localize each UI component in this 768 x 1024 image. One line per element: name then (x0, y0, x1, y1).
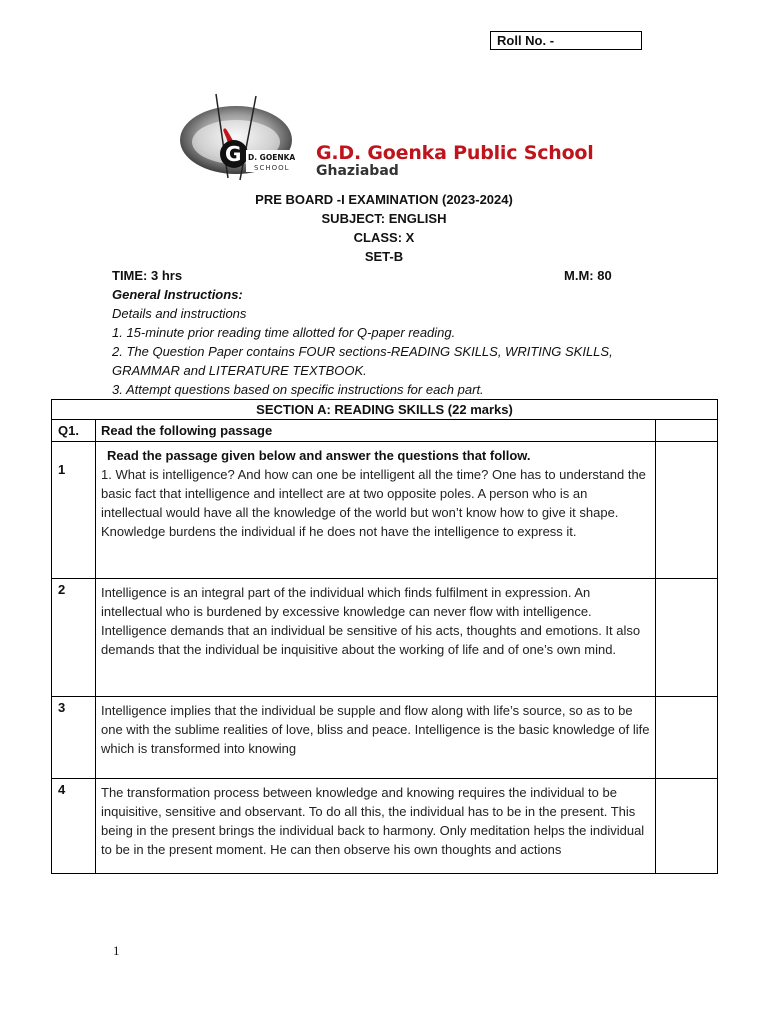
logo-text-2: SCHOOL (254, 164, 290, 172)
question-row (52, 420, 718, 442)
exam-class: CLASS: X (353, 230, 415, 245)
marks-cell (656, 442, 718, 579)
section-header-row (52, 400, 718, 420)
exam-set: SET-B (364, 249, 404, 264)
question-number: Q1. (52, 420, 96, 442)
marks-cell (656, 420, 718, 442)
instruction-line: 3. Attempt questions based on specific instructions for each part. (112, 382, 484, 397)
passage-paragraph: Intelligence implies that the individual be supple and flow along with life’s source, so as to be one with the sublime realities of love, bliss and peace. Intelligence is the basic knowledge of life which is transformed into knowing (96, 697, 656, 779)
roll-number-label: Roll No. - (497, 33, 555, 48)
passage-row (52, 779, 718, 874)
instruction-line: 2. The Question Paper contains FOUR sections-READING SKILLS, WRITING SKILLS, (112, 344, 613, 359)
passage-lead: Read the passage given below and answer the questions that follow. (107, 448, 531, 463)
paragraph-number: 1 (52, 442, 96, 579)
passage-row (52, 579, 718, 697)
logo-text-1: D. GOENKA (248, 153, 296, 162)
instructions-heading: General Instructions: (112, 287, 243, 302)
school-city: Ghaziabad (316, 163, 399, 179)
school-name: G.D. Goenka Public School (316, 142, 594, 164)
page-number: 1 (113, 943, 120, 958)
exam-title: PRE BOARD -I EXAMINATION (2023-2024) (255, 192, 513, 207)
passage-paragraph: The transformation process between knowledge and knowing requires the individual to be inquisitive, sensitive and observant. To do all this, the individual has to be in the present. This being in the present brings the individual back to harmony. Only meditation helps the individual to be in the present moment. He can then observe his own thoughts and actions (96, 779, 656, 874)
marks-cell (656, 579, 718, 697)
exam-time: TIME: 3 hrs (112, 268, 183, 283)
passage-paragraph: Intelligence is an integral part of the individual which finds fulfilment in expression. An intellectual who is burdened by excessive knowledge can never flow with intelligence. Intelligence demands that an individual be sensitive of his acts, thoughts and emotions. It also demands that the individual be inquisitive about the working of life and of one’s own mind. (96, 579, 656, 697)
max-marks: M.M: 80 (564, 268, 612, 283)
paragraph-number: 3 (52, 697, 96, 779)
marks-cell (656, 697, 718, 779)
question-table (51, 399, 718, 874)
instruction-line: 1. 15-minute prior reading time allotted for Q-paper reading. (112, 325, 456, 340)
roll-number-box (490, 31, 642, 50)
marks-cell (656, 779, 718, 874)
passage-row (52, 442, 718, 579)
question-title: Read the following passage (96, 420, 656, 442)
exam-subject: SUBJECT: ENGLISH (321, 211, 447, 226)
passage-row (52, 697, 718, 779)
logo-initial: G (225, 142, 242, 166)
paragraph-number: 4 (52, 779, 96, 874)
instruction-line: GRAMMAR and LITERATURE TEXTBOOK. (112, 363, 367, 378)
instruction-line: Details and instructions (112, 306, 247, 321)
section-title: SECTION A: READING SKILLS (22 marks) (52, 400, 718, 420)
paragraph-number: 2 (52, 579, 96, 697)
passage-cell (96, 442, 656, 579)
passage-paragraph: 1. What is intelligence? And how can one be intelligent all the time? One has to understand the basic fact that intelligence and intellect are at two opposite poles. A person who is an intellectual would have all the knowledge of the world but won’t know how to give it shape. Knowledge burdens the individual if he does not have the intelligence to express it. (101, 467, 646, 539)
